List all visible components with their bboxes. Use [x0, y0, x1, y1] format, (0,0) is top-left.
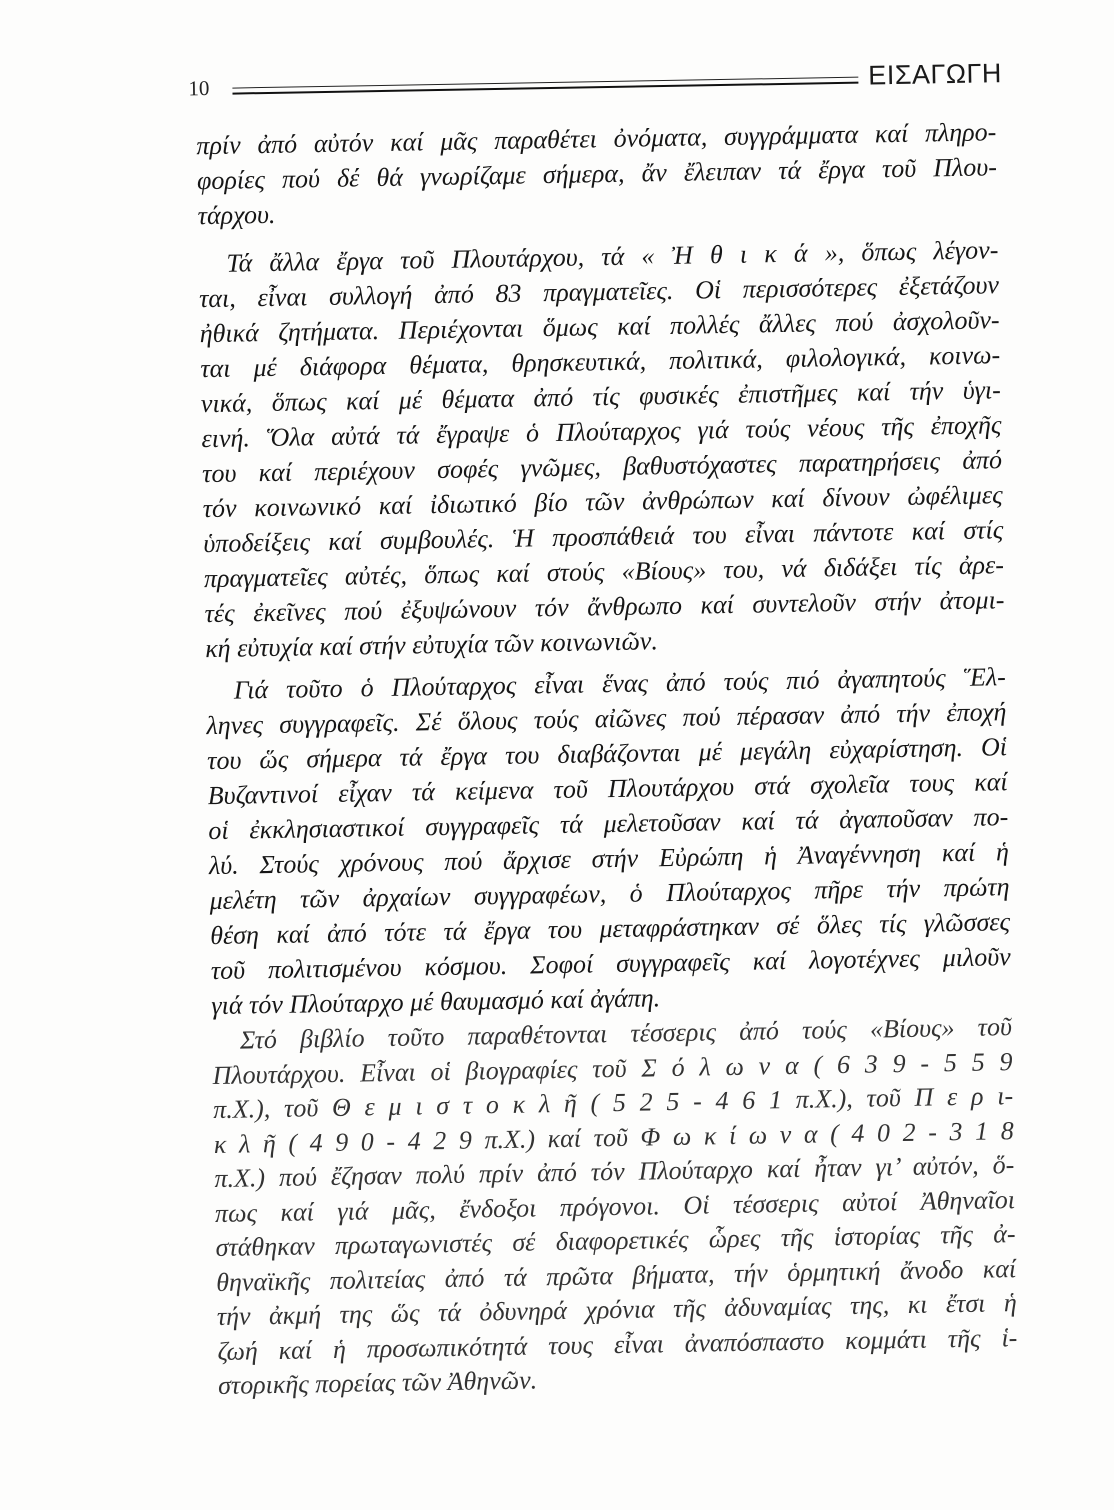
text-line: νικά, ὅπως καί μέ θέματα ἀπό τίς φυσικές ἐπιστῆμες καί τήν ὑγι- [200, 375, 1002, 419]
text-line: θέση καί ἀπό τότε τά ἔργα του μεταφράστηκαν σέ ὅλες τίς γλῶσσες [209, 907, 1011, 951]
text-line: γιά τόν Πλούταρχο μέ θαυμασμό καί ἀγάπη. [211, 983, 661, 1021]
text-line: θηναϊκῆς πολιτείας ἀπό τά πρῶτα βήματα, τήν ὁρμητική ἄνοδο καί [215, 1253, 1017, 1297]
text-line: κή εὐτυχία καί στήν εὐτυχία τῶν κοινωνιῶν. [204, 626, 659, 664]
text-line: στορικῆς πορείας τῶν Ἀθηνῶν. [217, 1365, 538, 1401]
text-line: Πλουτάρχου. Εἶναι οἱ βιογραφίες τοῦ Σ ό λ ω ν α ( 6 3 9 - 5 5 9 [212, 1046, 1013, 1090]
page-number: 10 [188, 75, 210, 101]
text-line: κ λ ῆ ( 4 9 0 - 4 2 9 π.Χ.) καί τοῦ Φ ω κ ί ω ν α ( 4 0 2 - 3 1 8 [213, 1115, 1014, 1159]
text-line: τάρχου. [197, 199, 276, 231]
text-line: τές ἐκεῖνες πού ἐξυψώνουν τόν ἄνθρωπο καί συντελοῦν στήν ἀτομι- [204, 585, 1005, 629]
text-line: μελέτη τῶν ἀρχαίων συγγραφέων, ὁ Πλούταρχος πῆρε τήν πρώτη [209, 872, 1010, 916]
text-line: Γιά τοῦτο ὁ Πλούταρχος εἶναι ἕνας ἀπό τούς πιό ἀγαπητούς Ἕλ- [233, 662, 1007, 705]
text-line: ὑποδείξεις καί συμβουλές. Ἡ προσπάθειά του εἶναι πάντοτε καί στίς [203, 515, 1004, 559]
text-line: ἠθικά ζητήματα. Περιέχονται ὅμως καί πολλές ἄλλες πού ἀσχολοῦν- [199, 305, 1000, 349]
text-line: λύ. Στούς χρόνους πού ἄρχισε στήν Εὐρώπη ἡ Ἀναγέννηση καί ἡ [208, 837, 1010, 881]
text-line: πως καί γιά μᾶς, ἔνδοξοι πρόγονοι. Οἱ τέσσερις αὐτοί Ἀθηναῖοι [214, 1184, 1016, 1228]
text-line: τήν ἀκμή της ὥς τά ὀδυνηρά χρόνια τῆς ἀδυναμίας της, κι ἔτσι ἡ [216, 1288, 1017, 1332]
text-line: στάθηκαν πρωταγωνιστές σέ διαφορετικές ὧρες τῆς ἱστορίας τῆς ἀ- [215, 1219, 1016, 1263]
text-line: ληνες συγγραφεῖς. Σέ ὅλους τούς αἰῶνες πού πέρασαν ἀπό τήν ἐποχή [206, 697, 1007, 741]
header-rule [232, 77, 858, 95]
text-line: φορίες πού δέ θά γνωρίζαμε σήμερα, ἄν ἔλειπαν τά ἔργα τοῦ Πλου- [196, 152, 998, 196]
text-line: οἱ ἐκκλησιαστικοί συγγραφεῖς τά μελετοῦσαν καί τά ἀγαποῦσαν πο- [208, 802, 1009, 846]
paragraph [196, 114, 998, 233]
text-line: Βυζαντινοί εἶχαν τά κείμενα τοῦ Πλουτάρχου στά σχολεῖα τους καί [207, 767, 1008, 811]
text-line: του καί περιέχουν σοφές γνῶμες, βαθυστόχαστες παρατηρήσεις ἀπό [201, 445, 1003, 489]
paragraph [212, 1010, 1019, 1403]
text-line: τόν κοινωνικό καί ἰδιωτικό βίο τῶν ἀνθρώπων καί δίνουν ὠφέλιμες [202, 480, 1003, 524]
text-line: π.Χ.) πού ἔζησαν πολύ πρίν ἀπό τόν Πλούταρχο καί ἦταν γι’ αὐτόν, ὅ- [214, 1150, 1015, 1194]
text-line: εινή. Ὅλα αὐτά τά ἔγραψε ὁ Πλούταρχος γιά τούς νέους τῆς ἐποχῆς [201, 410, 1002, 454]
paragraph [206, 659, 1012, 1023]
running-title: ΕΙΣΑΓΩΓΗ [868, 58, 1003, 91]
text-line: ται, εἶναι συλλογή ἀπό 83 πραγματεῖες. Οἱ περισσότερες ἐξετάζουν [198, 270, 1000, 314]
text-line: του ὥς σήμερα τά ἔργα του διαβάζονται μέ μεγάλη εὐχαρίστηση. Οἱ [206, 732, 1008, 776]
text-line: πρίν ἀπό αὐτόν καί μᾶς παραθέτει ὀνόματα, συγγράμματα καί πληρο- [196, 117, 997, 161]
text-line: π.Χ.), τοῦ Θ ε μ ι σ τ ο κ λ ῆ ( 5 2 5 - 4 6 1 π.Χ.), τοῦ Π ε ρ ι- [212, 1081, 1014, 1125]
text-line: ζωή καί ἡ προσωπικότητά τους εἶναι ἀναπόσπαστο κομμάτι τῆς ἱ- [217, 1322, 1018, 1366]
text-line: τοῦ πολιτισμένου κόσμου. Σοφοί συγγραφεῖς καί λογοτέχνες μιλοῦν [210, 942, 1011, 986]
text-line: Στό βιβλίο τοῦτο παραθέτονται τέσσερις ἀπό τούς «Βίους» τοῦ [239, 1012, 1013, 1055]
text-line: Τά ἄλλα ἔργα τοῦ Πλουτάρχου, τά « Ἠ θ ι κ ά », ὅπως λέγον- [226, 235, 999, 278]
text-line: ται μέ διάφορα θέματα, θρησκευτικά, πολιτικά, φιλολογικά, κοινω- [200, 340, 1001, 384]
text-line: πραγματεῖες αὐτές, ὅπως καί στούς «Βίους» του, νά διδάξει τίς ἀρε- [203, 550, 1005, 594]
paragraph [198, 232, 1005, 666]
